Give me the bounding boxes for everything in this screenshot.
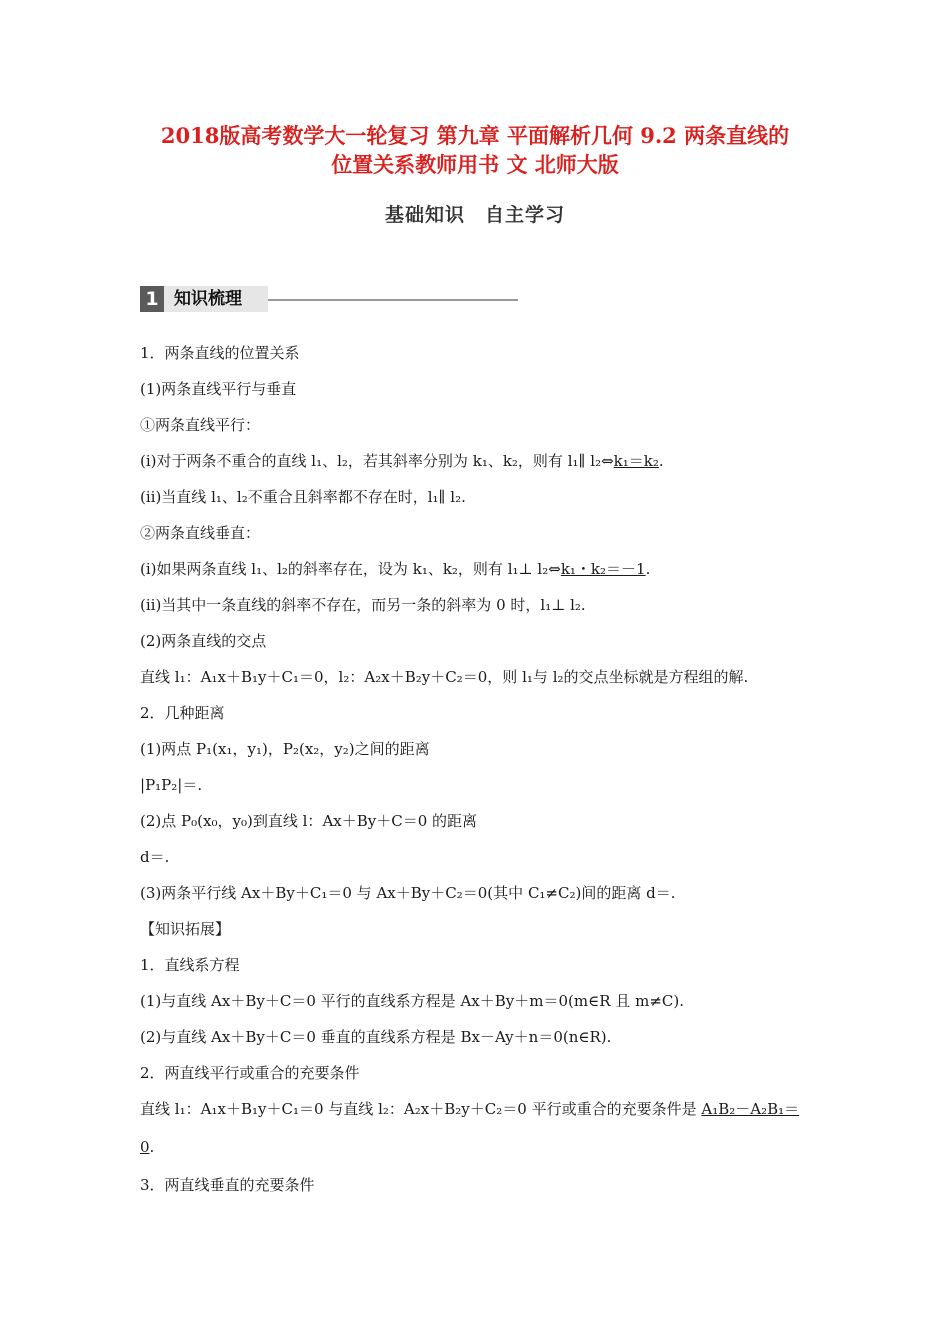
text-run: ②两条直线垂直：: [140, 524, 261, 542]
text-run: ₂＝0，则: [456, 668, 523, 686]
text-line: [140, 631, 266, 651]
text-run: ₁：: [179, 668, 201, 686]
text-run: C: [279, 1028, 292, 1046]
text-run: ＋: [225, 668, 241, 686]
text-run: m: [573, 992, 589, 1010]
text-run: C: [391, 812, 403, 830]
text-run: 1．两条直线的位置关系: [140, 344, 300, 362]
text-run: B: [444, 1100, 456, 1118]
text-run: A: [403, 1100, 415, 1118]
text-run: ＝0(: [543, 992, 574, 1010]
text-run: A: [200, 668, 212, 686]
text-run: C: [279, 992, 292, 1010]
text-run: ∈R 且: [588, 992, 636, 1010]
text-run: Ax: [241, 884, 261, 902]
text-run: B: [404, 668, 416, 686]
text-run: ₁(: [206, 740, 218, 758]
text-run: ＋: [389, 668, 405, 686]
section-header: [140, 286, 520, 312]
text-run: l: [522, 668, 527, 686]
text-run: y: [258, 1100, 267, 1118]
text-run: P: [282, 740, 293, 758]
text-run: Ay: [494, 1028, 514, 1046]
text-run: n: [568, 1028, 579, 1046]
text-run: x: [381, 668, 390, 686]
text-line: [140, 1175, 315, 1195]
text-run: ＝.: [149, 848, 170, 866]
text-line: [140, 991, 684, 1011]
text-run: C: [661, 992, 674, 1010]
text-run: C: [445, 884, 457, 902]
text-run: ＋: [230, 1028, 246, 1046]
text-line: [140, 955, 240, 975]
text-run: ₁∥: [572, 452, 591, 470]
text-run: l: [537, 560, 543, 578]
text-run: l: [427, 488, 433, 506]
text-run: k: [412, 560, 422, 578]
text-run: ₁)，: [255, 740, 283, 758]
text-run: Ax: [211, 1028, 231, 1046]
text-run: C: [309, 884, 322, 902]
text-run: ∈R).: [578, 1028, 612, 1046]
text-run: ＋: [266, 1100, 282, 1118]
text-run: ＋: [479, 992, 495, 1010]
text-run: (ⅰ)如果两条直线: [140, 560, 252, 578]
text-run: ＋: [514, 992, 530, 1010]
text-run: ＝0 平行的直线系方程是: [291, 992, 461, 1010]
text-run: ₁、: [316, 452, 338, 470]
text-run: ＋: [294, 884, 310, 902]
text-run: (2)两条直线的交点: [140, 632, 267, 650]
text-run: ＝0(: [538, 1028, 569, 1046]
text-run: ₂，若其斜率分别为: [341, 452, 473, 470]
text-line: [140, 847, 169, 867]
text-run: ＝0 垂直的直线系方程是: [291, 1028, 461, 1046]
text-run: ＋: [430, 884, 446, 902]
text-run: x: [217, 1100, 226, 1118]
text-line: [140, 883, 676, 903]
text-run: C: [527, 884, 540, 902]
text-line: [140, 595, 586, 615]
text-run: d: [646, 884, 656, 902]
text-run: By: [494, 992, 515, 1010]
text-line: [140, 811, 477, 831]
text-run: ₁: [155, 776, 162, 794]
text-run: ₁＝0，: [292, 668, 339, 686]
text-run: ₁、: [421, 560, 443, 578]
text-run: ₂，则有: [451, 560, 508, 578]
text-run: ₁: [251, 1100, 258, 1118]
text-line: [140, 739, 430, 759]
text-run: B: [240, 668, 252, 686]
text-run: By: [245, 992, 265, 1010]
text-run: (3)两条平行线: [140, 884, 242, 902]
text-run: ₂＝0(其中: [456, 884, 528, 902]
text-run: ₁: [211, 668, 218, 686]
text-run: l: [277, 560, 282, 578]
text-run: Ax: [322, 812, 342, 830]
text-line: [140, 775, 202, 795]
text-run: 1．直线系方程: [140, 956, 240, 974]
text-line: [140, 703, 225, 723]
text-run: ＋: [225, 1100, 241, 1118]
text-run: Ax: [376, 884, 396, 902]
text-run: ₁与: [526, 668, 553, 686]
text-run: ₂: [415, 668, 422, 686]
text-run: x: [304, 740, 314, 758]
text-run: ＋: [395, 884, 411, 902]
text-run: ＋: [264, 992, 280, 1010]
text-run: (1)两点: [140, 740, 197, 758]
text-run: l: [174, 668, 180, 686]
text-run: l: [552, 668, 558, 686]
text-run: ₂⇔: [542, 560, 561, 578]
text-line: [140, 379, 296, 399]
text-run: (2)点: [140, 812, 182, 830]
text-run: l: [174, 1100, 180, 1118]
text-run: l: [450, 488, 456, 506]
text-run: l: [540, 596, 546, 614]
text-run: m: [635, 992, 650, 1010]
text-run: C: [484, 1100, 497, 1118]
text-line: [140, 487, 466, 507]
text-run: ₁：: [179, 1100, 201, 1118]
text-run: y: [232, 812, 241, 830]
text-run: l: [590, 452, 596, 470]
text-run: l: [211, 488, 216, 506]
text-run: l: [302, 812, 308, 830]
text-run: ＋: [260, 884, 276, 902]
text-run: l: [251, 560, 257, 578]
text-run: B: [240, 1100, 252, 1118]
text-run: By: [410, 884, 431, 902]
section-subtitle: 基础知识 自主学习: [384, 204, 565, 226]
text-run: l: [567, 452, 573, 470]
text-run: ₂(: [292, 740, 305, 758]
answer-underline-text: k₁・k₂＝－1: [560, 560, 646, 578]
text-line: [140, 1099, 799, 1119]
text-run: ₂⇔: [595, 452, 614, 470]
text-run: ①两条直线平行：: [140, 416, 261, 434]
text-run: x: [218, 740, 227, 758]
text-run: y: [334, 740, 343, 758]
text-run: ₁、: [481, 452, 503, 470]
text-run: ₁: [211, 1100, 218, 1118]
text-run: ₂: [455, 1100, 462, 1118]
text-run: ₁、: [215, 488, 237, 506]
text-run: ₂：: [382, 1100, 404, 1118]
document-title-line-2: 位置关系教师用书 文 北师大版: [331, 152, 619, 177]
text-run: P: [161, 776, 172, 794]
text-run: .: [149, 1138, 155, 1156]
text-run: ₂)间的距离: [569, 884, 647, 902]
text-run: ＋: [376, 812, 392, 830]
text-line: [140, 559, 650, 579]
text-run: d: [140, 848, 150, 866]
text-run: ₂|＝.: [171, 776, 203, 794]
text-run: By: [245, 1028, 265, 1046]
text-run: k: [502, 452, 512, 470]
text-run: C: [445, 668, 457, 686]
text-run: ＋: [266, 668, 282, 686]
text-run: ₁≠: [539, 884, 559, 902]
text-run: ＋: [341, 812, 357, 830]
text-run: ：: [307, 812, 323, 830]
text-run: C: [281, 1100, 293, 1118]
text-run: ).: [673, 992, 684, 1010]
text-run: l: [507, 560, 513, 578]
text-run: 直线: [140, 668, 175, 686]
text-run: ₂的斜率存在，设为: [281, 560, 413, 578]
text-run: P: [181, 812, 192, 830]
text-run: (2)与直线: [140, 1028, 212, 1046]
text-run: m: [529, 992, 544, 1010]
text-run: ＋: [469, 1100, 485, 1118]
text-run: x: [217, 668, 226, 686]
text-line: [140, 1137, 154, 1157]
text-run: ₂＝0 平行或重合的充要条件是: [496, 1100, 702, 1118]
text-run: －: [479, 1028, 495, 1046]
text-line: [140, 451, 664, 471]
text-run: l: [236, 488, 242, 506]
text-run: ＋: [264, 1028, 280, 1046]
text-run: A: [200, 1100, 212, 1118]
text-line: [140, 1063, 360, 1083]
text-run: ₁、: [256, 560, 278, 578]
text-run: C: [281, 668, 293, 686]
text-run: 直线: [140, 1100, 175, 1118]
text-run: ＋: [430, 668, 446, 686]
section-divider: [268, 299, 518, 301]
text-run: ≠: [649, 992, 662, 1010]
text-run: l: [337, 452, 342, 470]
text-run: ₀，: [211, 812, 233, 830]
text-run: ₁，: [226, 740, 248, 758]
text-run: ₁＝0 与: [321, 884, 377, 902]
text-run: (ⅱ)当其中一条直线的斜率不存在，而另一条的斜率为 0 时，: [140, 596, 541, 614]
text-run: ₂: [414, 1100, 421, 1118]
text-line: [140, 415, 260, 435]
text-run: By: [356, 812, 377, 830]
section-number-badge: 1: [140, 286, 164, 312]
text-run: ₁＝0 与直线: [292, 1100, 379, 1118]
text-run: Ax: [211, 992, 231, 1010]
text-run: ＝0 的距离: [402, 812, 478, 830]
text-run: ₂: [375, 668, 382, 686]
text-run: (1)与直线: [140, 992, 212, 1010]
answer-underline-text: k₁＝k₂: [613, 452, 659, 470]
text-run: P: [145, 776, 156, 794]
text-run: .: [658, 452, 664, 470]
text-run: ₁⊥: [545, 596, 571, 614]
text-run: P: [196, 740, 207, 758]
section-label: 知识梳理: [164, 286, 268, 312]
text-run: k: [442, 560, 452, 578]
text-run: By: [275, 884, 295, 902]
text-run: A: [364, 668, 376, 686]
text-run: ₀(: [191, 812, 203, 830]
text-run: ₂.: [455, 488, 466, 506]
text-run: ＋: [429, 1100, 445, 1118]
answer-underline-text: 0: [140, 1138, 150, 1156]
text-run: y: [421, 668, 431, 686]
text-run: y: [258, 668, 267, 686]
text-run: ₂不重合且斜率都不存在时，: [241, 488, 428, 506]
text-run: ＋: [513, 1028, 529, 1046]
text-run: n: [528, 1028, 539, 1046]
text-run: ₂：: [343, 668, 365, 686]
text-run: l: [570, 596, 575, 614]
text-run: ₀)到直线: [240, 812, 303, 830]
text-run: C: [558, 884, 570, 902]
text-run: ₂)之间的距离: [342, 740, 430, 758]
answer-underline-text: A₁B₂－A₂B₁＝: [701, 1100, 800, 1118]
text-run: 2．两直线平行或重合的充要条件: [140, 1064, 360, 1082]
text-run: x: [420, 1100, 430, 1118]
text-run: ＝.: [655, 884, 676, 902]
text-run: y: [461, 1100, 470, 1118]
text-line: [140, 343, 300, 363]
text-line: [140, 919, 230, 939]
text-run: y: [247, 740, 256, 758]
text-run: ₁⊥: [512, 560, 538, 578]
text-run: (ⅰ)对于两条不重合的直线: [140, 452, 312, 470]
text-run: 【知识拓展】: [140, 920, 231, 938]
text-run: ₂，则有: [511, 452, 568, 470]
text-run: (1)两条直线平行与垂直: [140, 380, 297, 398]
text-run: Ax: [460, 992, 480, 1010]
text-run: (ⅱ)当直线: [140, 488, 212, 506]
text-run: 2．几种距离: [140, 704, 225, 722]
text-run: l: [311, 452, 317, 470]
text-run: l: [338, 668, 344, 686]
text-line: [140, 1027, 611, 1047]
text-run: ₂，: [313, 740, 335, 758]
text-run: ₂的交点坐标就是方程组的解.: [557, 668, 749, 686]
text-run: |: [140, 776, 146, 794]
text-run: ₁: [251, 668, 258, 686]
text-run: ＋: [230, 992, 246, 1010]
text-run: x: [203, 812, 212, 830]
text-line: [140, 523, 260, 543]
document-title-line-1: 2018版高考数学大一轮复习 第九章 平面解析几何 9.2 两条直线的: [160, 123, 790, 148]
text-run: l: [378, 1100, 383, 1118]
text-run: ₂.: [574, 596, 586, 614]
text-run: 3．两直线垂直的充要条件: [140, 1176, 315, 1194]
text-run: k: [472, 452, 482, 470]
text-run: ₁∥: [432, 488, 451, 506]
text-run: .: [645, 560, 651, 578]
text-line: [140, 667, 748, 687]
text-run: Bx: [460, 1028, 480, 1046]
